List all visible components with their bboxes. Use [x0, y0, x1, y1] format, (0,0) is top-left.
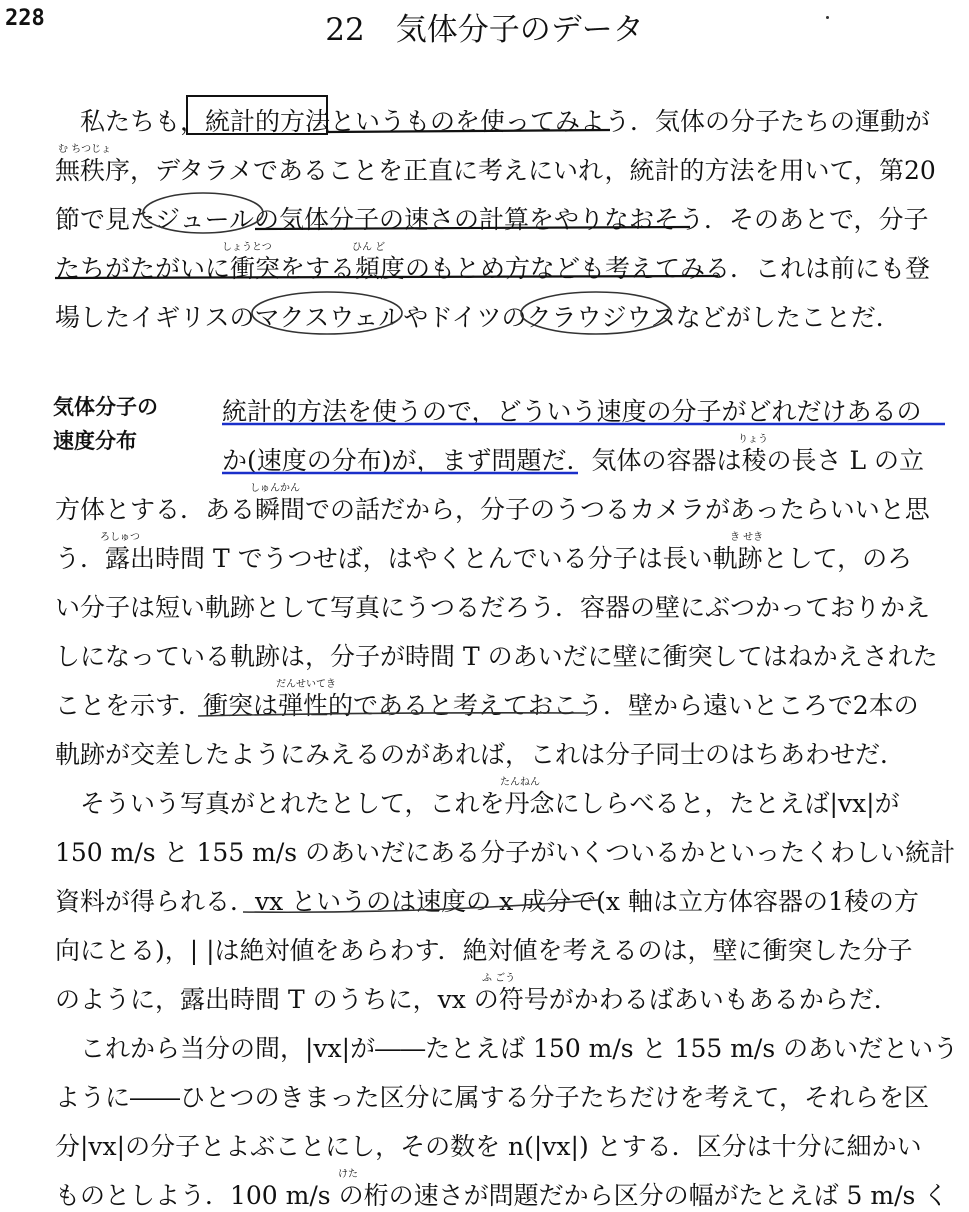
text-line: ように――ひとつのきまった区分に属する分子たちだけを考えて，それらを区 [55, 1083, 930, 1112]
furigana: ふ ごう [482, 973, 516, 984]
text-line: そういう写真がとれたとして，これを丹念にしらべると，たとえば|vx|が [80, 789, 900, 818]
text-line: これから当分の間，|vx|が――たとえば 150 m/s と 155 m/s のあいだという [80, 1034, 959, 1063]
section-heading-line: 気体分子の [53, 395, 158, 419]
text-line: い分子は短い軌跡として写真にうつるだろう．容器の壁にぶつかっておりかえ [55, 593, 931, 622]
text-line: しになっている軌跡は，分子が時間 T のあいだに壁に衝突してはねかえされた [55, 642, 938, 671]
text-line: 無秩序，デタラメであることを正直に考えにいれ，統計的方法を用いて，第20 [55, 156, 936, 185]
text-line: 分|vx|の分子とよぶことにし，その数を n(|vx|) とする．区分は十分に細かい [55, 1132, 922, 1161]
ink-dot [826, 16, 829, 19]
text-line: 統計的方法を使うので，どういう速度の分子がどれだけあるの [222, 397, 922, 426]
section-heading [53, 390, 158, 458]
text-line: ことを示す．衝突は弾性的であると考えておこう．壁から遠いところで2本の [55, 691, 919, 720]
text-line: 私たちも，統計的方法というものを使ってみよう．気体の分子たちの運動が [80, 107, 931, 136]
text-line: か(速度の分布)が，まず問題だ．気体の容器は稜の長さ L の立 [222, 446, 925, 475]
text-line: たちがたがいに衝突をする頻度のもとめ方なども考えてみる．これは前にも登 [55, 254, 931, 283]
furigana: たんねん [500, 777, 540, 788]
text-line: ものとしよう．100 m/s の桁の速さが問題だから区分の幅がたとえば 5 m/s く [55, 1181, 949, 1210]
text-line: 資料が得られる．vx というのは速度の x 成分で(x 軸は立方体容器の1稜の方 [55, 887, 919, 916]
section-heading-line: 速度分布 [53, 429, 137, 453]
furigana: だんせいてき [276, 679, 336, 690]
text-line: 場したイギリスのマクスウェルやドイツのクラウジウスなどがしたことだ． [55, 303, 901, 332]
furigana: しゅんかん [250, 483, 300, 494]
furigana: しょうとつ [222, 242, 272, 253]
furigana: む ちつじょ [58, 144, 112, 155]
text-line: 向にとる)，| |は絶対値をあらわす．絶対値を考えるのは，壁に衝突した分子 [55, 936, 913, 965]
furigana: き せき [730, 532, 764, 543]
text-line: う．露出時間 T でうつせば，はやくとんでいる分子は長い軌跡として，のろ [55, 544, 913, 573]
text-line: 150 m/s と 155 m/s のあいだにある分子がいくついるかといったくわしい統計 [55, 838, 956, 867]
furigana: ひん ど [352, 242, 386, 253]
furigana: りょう [738, 434, 768, 445]
furigana: ろしゅつ [100, 532, 140, 543]
text-line: のように，露出時間 T のうちに，vx の符号がかわるばあいもあるからだ． [55, 985, 899, 1014]
furigana: けた [338, 1169, 358, 1180]
page-number: 228 [5, 6, 45, 31]
text-line: 方体とする．ある瞬間での話だから，分子のうつるカメラがあったらいいと思 [55, 495, 930, 524]
text-line: 軌跡が交差したようにみえるのがあれば，これは分子同士のはちあわせだ． [55, 740, 906, 769]
chapter-title: 22 気体分子のデータ [325, 12, 644, 48]
text-line: 節で見たジュールの気体分子の速さの計算をやりなおそう．そのあとで，分子 [55, 205, 929, 234]
